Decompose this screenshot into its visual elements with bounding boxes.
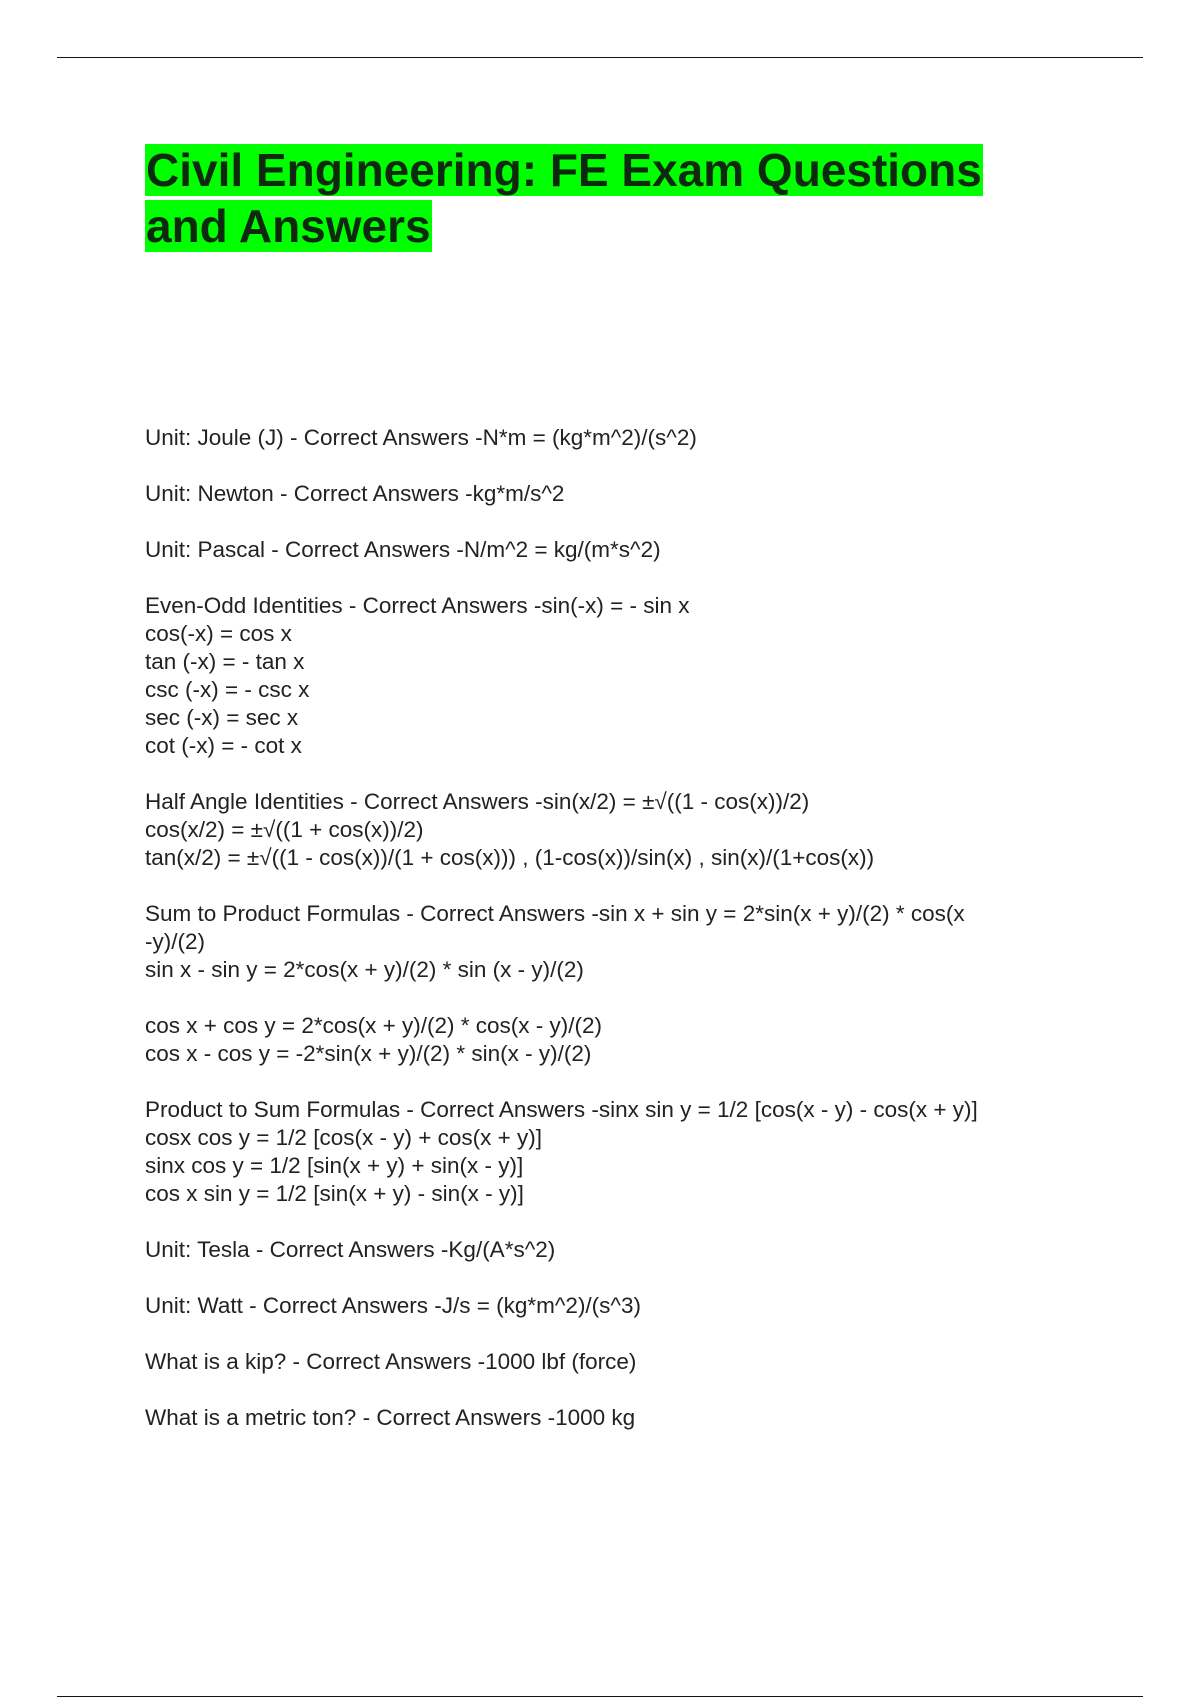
- qa-question-line: Unit: Pascal - Correct Answers -N/m^2 = kg/(m*s^2): [145, 537, 661, 562]
- qa-entry: [145, 1404, 1075, 1432]
- qa-blank-line: [145, 984, 1075, 1012]
- qa-entry: [145, 1348, 1075, 1376]
- qa-answer-line: sinx cos y = 1/2 [sin(x + y) + sin(x - y)]: [145, 1153, 524, 1178]
- document-title-line-1: Civil Engineering: FE Exam Questions: [146, 144, 982, 196]
- qa-entry: [145, 1096, 1075, 1208]
- qa-answer-line: cos x sin y = 1/2 [sin(x + y) - sin(x - y)]: [145, 1181, 524, 1206]
- qa-question-line: Half Angle Identities - Correct Answers -sin(x/2) = ±√((1 - cos(x))/2): [145, 789, 810, 814]
- qa-answer-line: sin x - sin y = 2*cos(x + y)/(2) * sin (x - y)/(2): [145, 957, 584, 982]
- qa-question-line: Unit: Newton - Correct Answers -kg*m/s^2: [145, 481, 565, 506]
- qa-entry: [145, 480, 1075, 508]
- qa-entry: [145, 1292, 1075, 1320]
- qa-entry: [145, 788, 1075, 872]
- qa-answer-line: csc (-x) = - csc x: [145, 677, 310, 702]
- qa-question-line: Unit: Watt - Correct Answers -J/s = (kg*m^2)/(s^3): [145, 1293, 641, 1318]
- qa-answer-line: cot (-x) = - cot x: [145, 733, 302, 758]
- qa-question-line: Unit: Joule (J) - Correct Answers -N*m = (kg*m^2)/(s^2): [145, 425, 697, 450]
- qa-answer-line: cos(x/2) = ±√((1 + cos(x))/2): [145, 817, 424, 842]
- qa-question-line: What is a kip? - Correct Answers -1000 lbf (force): [145, 1349, 637, 1374]
- qa-answer-line: -y)/(2): [145, 929, 205, 954]
- qa-entry: [145, 592, 1075, 760]
- top-rule: [57, 57, 1143, 58]
- qa-answer-line: cos x + cos y = 2*cos(x + y)/(2) * cos(x - y)/(2): [145, 1013, 602, 1038]
- qa-question-line: Even-Odd Identities - Correct Answers -sin(-x) = - sin x: [145, 593, 690, 618]
- qa-answer-line: cos(-x) = cos x: [145, 621, 292, 646]
- qa-question-line: What is a metric ton? - Correct Answers -1000 kg: [145, 1405, 636, 1430]
- qa-answer-line: cosx cos y = 1/2 [cos(x - y) + cos(x + y)]: [145, 1125, 542, 1150]
- qa-entry: [145, 900, 1075, 1068]
- document-title-line-2: and Answers: [146, 200, 431, 252]
- qa-entry: [145, 1236, 1075, 1264]
- qa-answer-line: sec (-x) = sec x: [145, 705, 299, 730]
- qa-question-line: Sum to Product Formulas - Correct Answers -sin x + sin y = 2*sin(x + y)/(2) * cos(x: [145, 901, 965, 926]
- qa-answer-line: cos x - cos y = -2*sin(x + y)/(2) * sin(x - y)/(2): [145, 1041, 592, 1066]
- qa-entry: [145, 424, 1075, 452]
- qa-answer-line: tan(x/2) = ±√((1 - cos(x))/(1 + cos(x))) , (1-cos(x))/sin(x) , sin(x)/(1+cos(x)): [145, 845, 875, 870]
- qa-answer-line: tan (-x) = - tan x: [145, 649, 305, 674]
- qa-question-line: Product to Sum Formulas - Correct Answers -sinx sin y = 1/2 [cos(x - y) - cos(x + y)]: [145, 1097, 978, 1122]
- qa-question-line: Unit: Tesla - Correct Answers -Kg/(A*s^2): [145, 1237, 556, 1262]
- bottom-rule: [57, 1696, 1143, 1697]
- document-title: [145, 142, 1045, 254]
- qa-list: [145, 424, 1075, 1460]
- qa-entry: [145, 536, 1075, 564]
